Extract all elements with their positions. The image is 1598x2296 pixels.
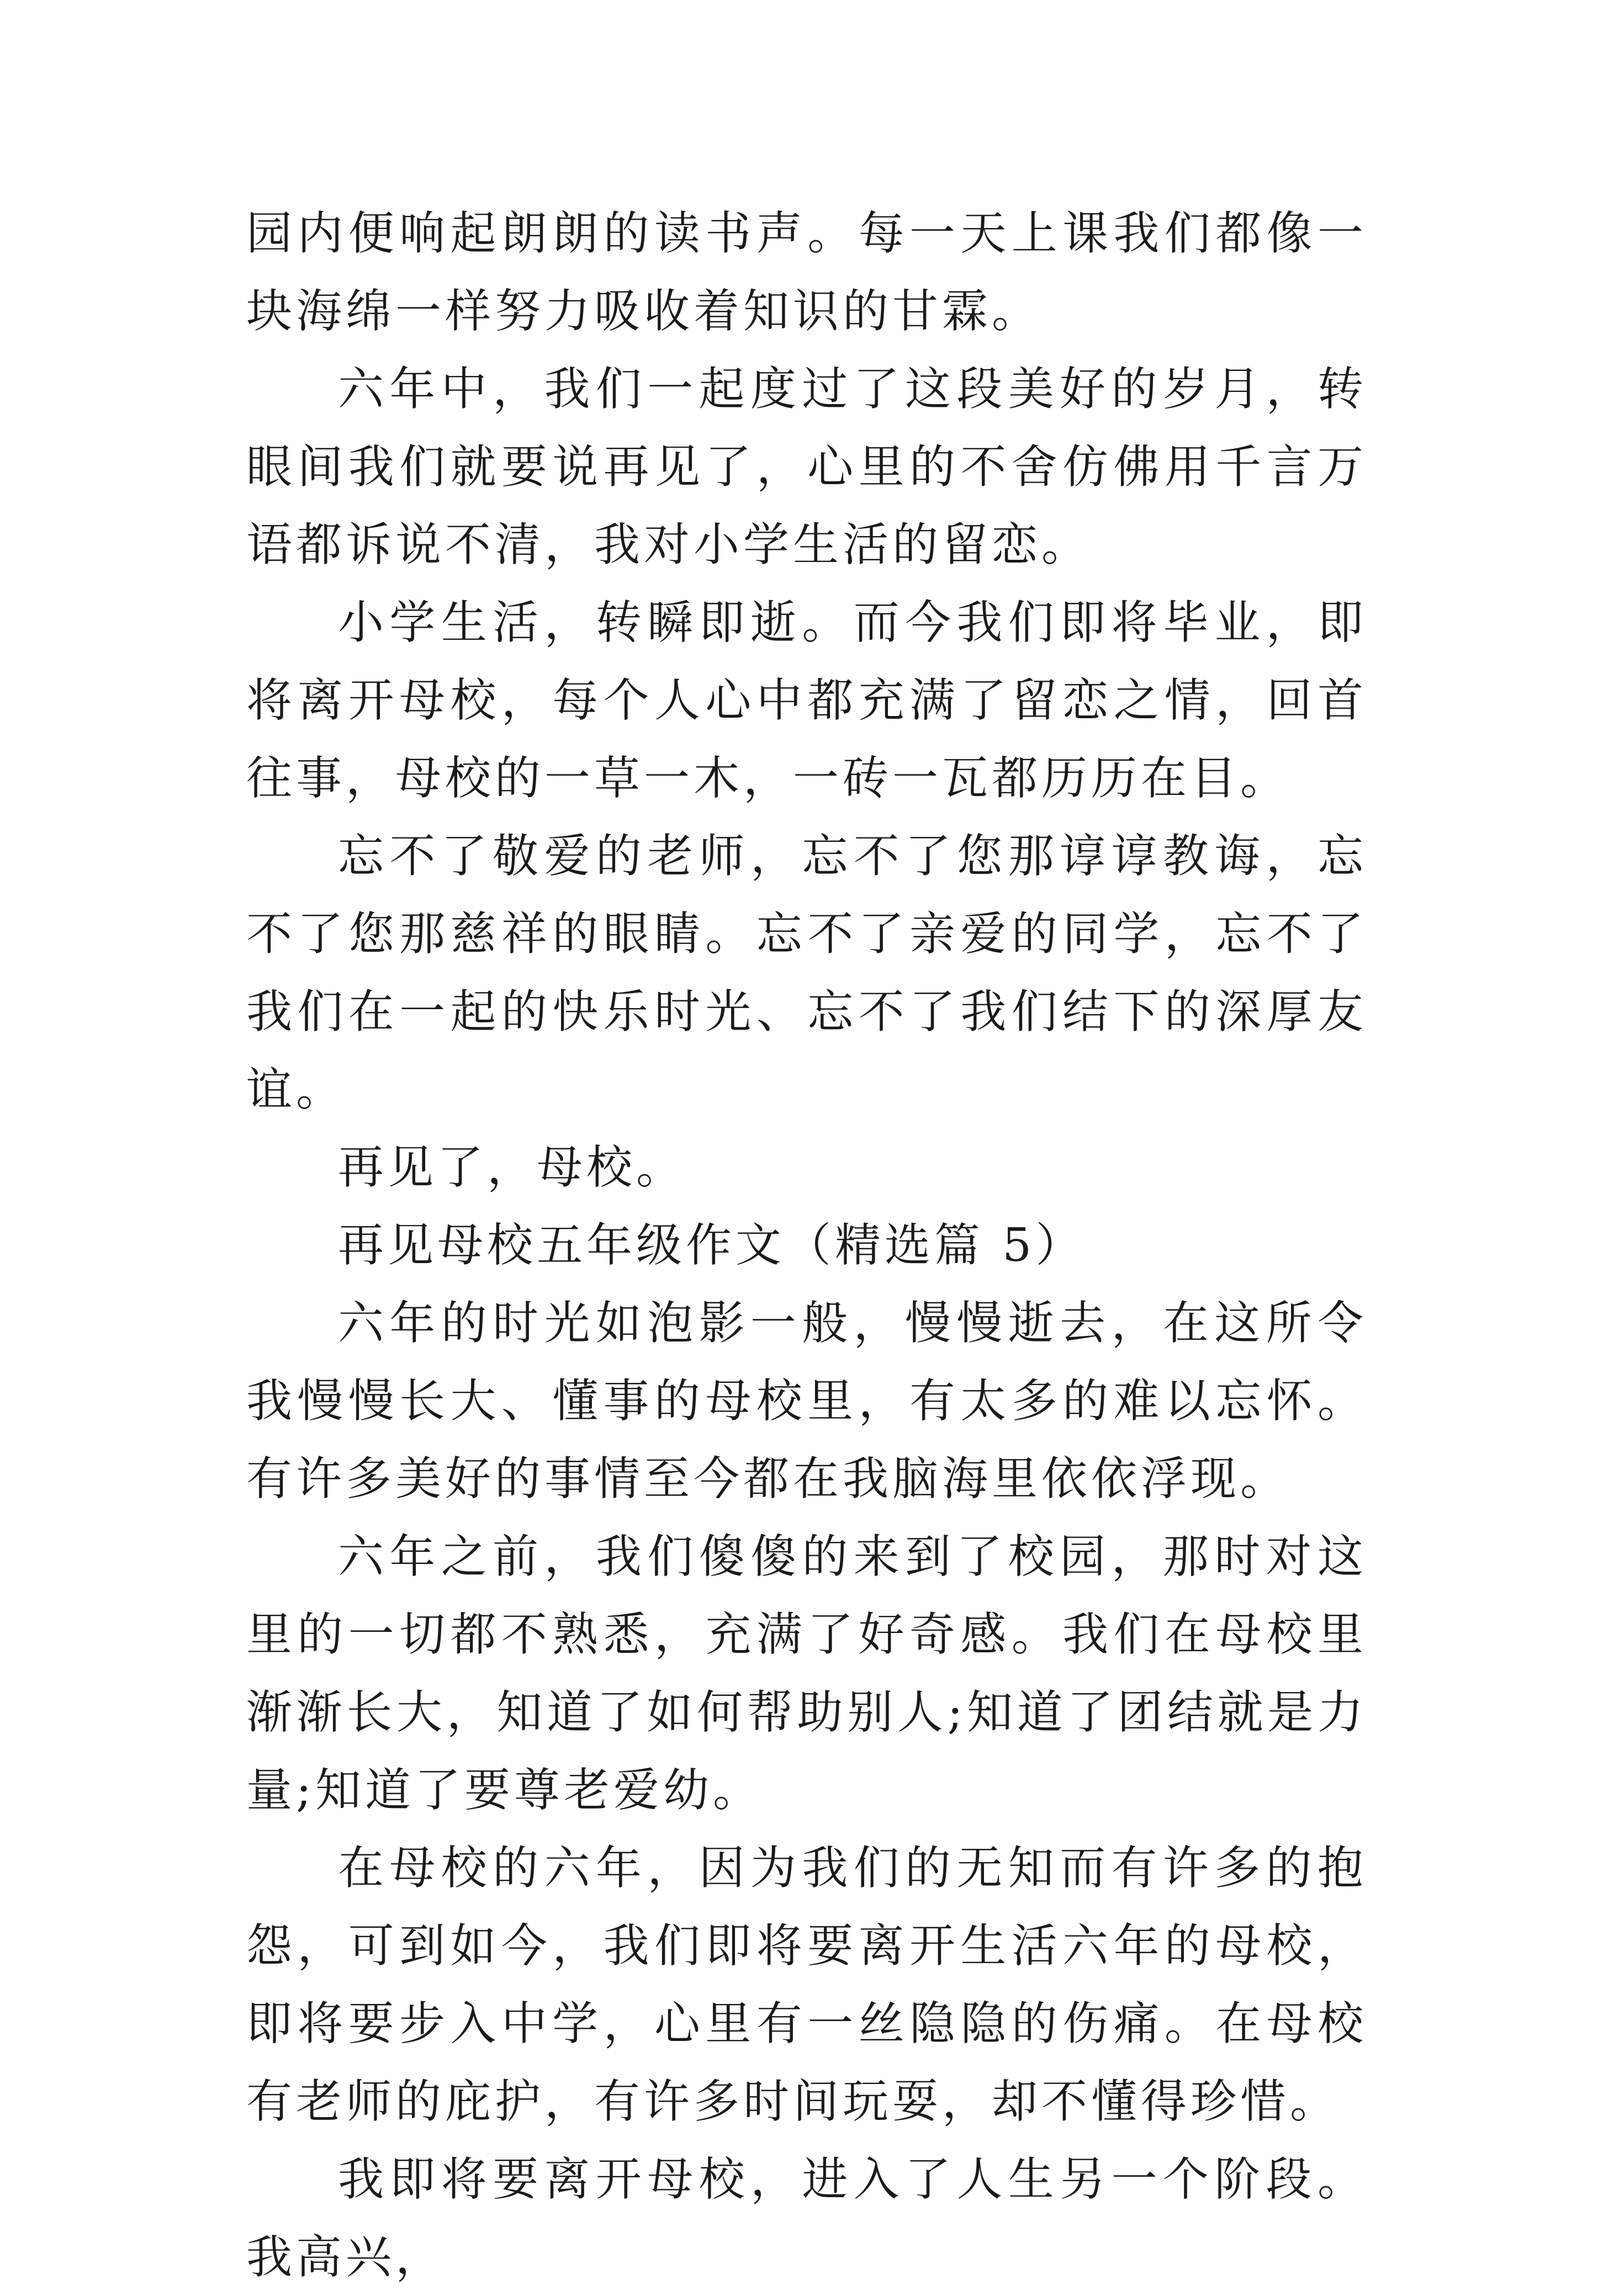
paragraph-truncated: 我即将要离开母校，进入了人生另一个阶段。我高兴， [246, 2152, 1367, 2284]
paragraph: 六年之前，我们傻傻的来到了校园，那时对这里的一切都不熟悉，充满了好奇感。我们在母校里渐渐长大，知道了如何帮助别人;知道了团结就是力量;知道了要尊老爱幼。 [246, 1530, 1367, 1817]
document-body [246, 194, 1367, 2296]
section-heading: 再见母校五年级作文（精选篇 5） [338, 1218, 1086, 1272]
paragraph: 六年中，我们一起度过了这段美好的岁月，转眼间我们就要说再见了，心里的不舍仿佛用千言万语都诉说不清，我对小学生活的留恋。 [246, 362, 1367, 571]
paragraph: 忘不了敬爱的老师，忘不了您那谆谆教诲，忘不了您那慈祥的眼睛。忘不了亲爱的同学，忘不了我们在一起的快乐时光、忘不了我们结下的深厚友谊。 [246, 829, 1367, 1116]
paragraph: 再见了，母校。 [338, 1141, 686, 1194]
paragraph: 六年的时光如泡影一般，慢慢逝去，在这所令我慢慢长大、懂事的母校里，有太多的难以忘怀。有许多美好的事情至今都在我脑海里依依浮现。 [246, 1296, 1367, 1505]
paragraph: 小学生活，转瞬即逝。而今我们即将毕业，即将离开母校，每个人心中都充满了留恋之情，回首往事，母校的一草一木，一砖一瓦都历历在目。 [246, 596, 1367, 805]
paragraph-continued: 园内便响起朗朗的读书声。每一天上课我们都像一块海绵一样努力吸收着知识的甘霖。 [246, 206, 1367, 338]
paragraph: 在母校的六年，因为我们的无知而有许多的抱怨，可到如今，我们即将要离开生活六年的母校，即将要步入中学，心里有一丝隐隐的伤痛。在母校有老师的庇护，有许多时间玩耍，却不懂得珍惜。 [246, 1841, 1367, 2128]
